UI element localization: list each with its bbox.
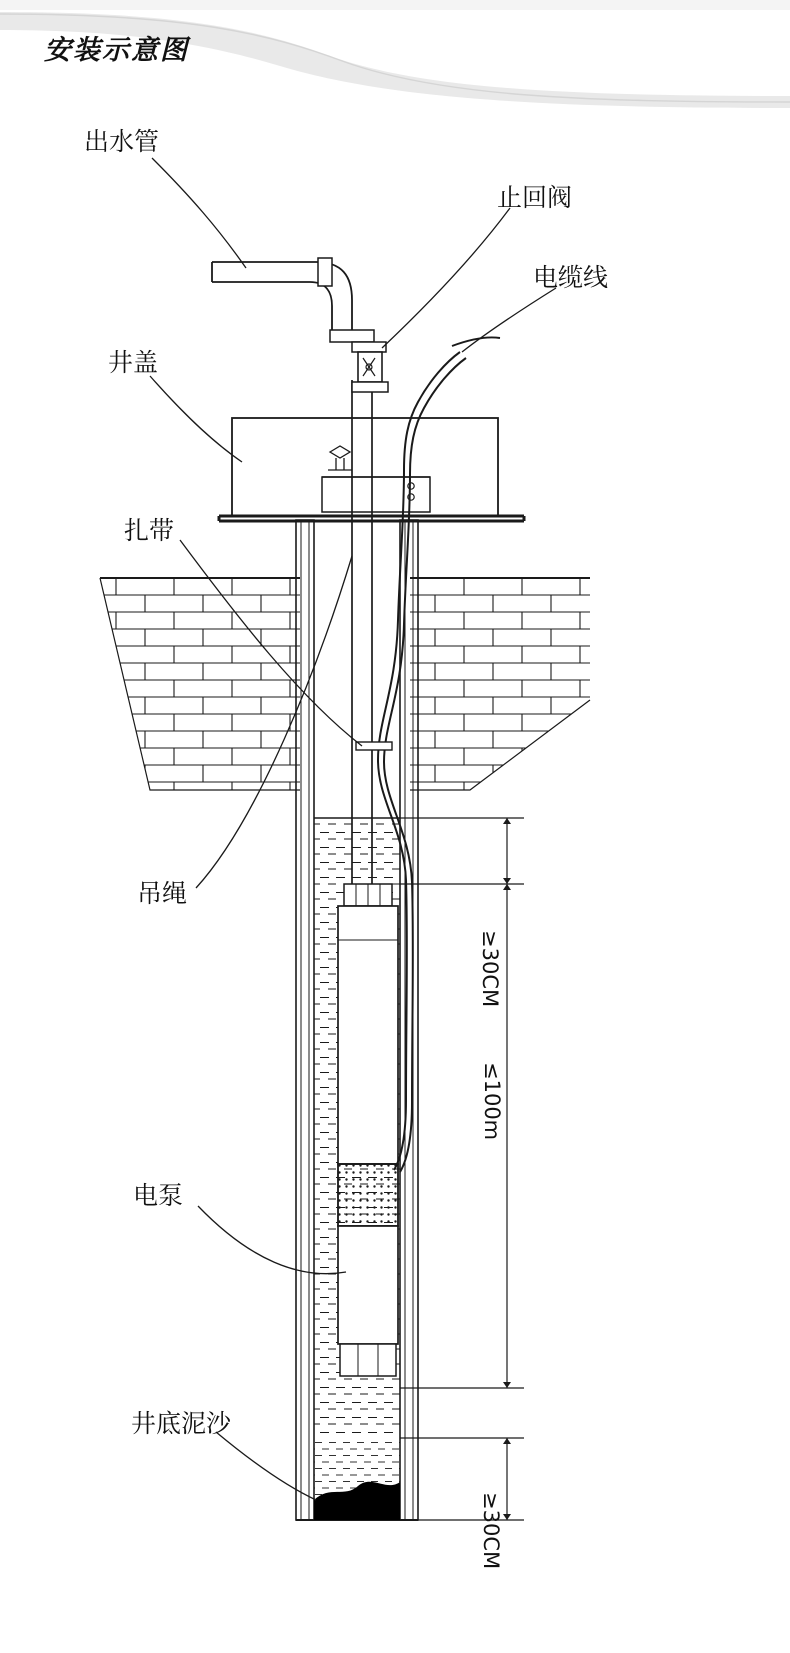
label-cable-tie: 扎带: [124, 516, 175, 545]
dimension-bottom-clearance: ≥30CM: [479, 1492, 503, 1570]
well-bottom-silt-shape: [314, 1438, 400, 1520]
ground-brick-right: [410, 578, 590, 790]
dimension-submergence-top: ≥30CM: [478, 930, 502, 1008]
label-well-bottom-silt: 井底泥沙: [131, 1409, 232, 1438]
label-electric-pump: 电泵: [133, 1181, 184, 1210]
ground-brick-left: [100, 578, 300, 790]
label-hanging-rope: 吊绳: [137, 879, 188, 908]
control-box: [322, 477, 430, 512]
pump-body: [338, 884, 398, 1376]
label-well-cover: 井盖: [108, 348, 159, 377]
label-cable-line: 电缆线: [533, 263, 609, 292]
dimension-depth: ≤100m: [480, 1062, 504, 1141]
label-check-valve: 止回阀: [497, 183, 573, 212]
pipe-flange-top: [318, 258, 332, 286]
label-outlet-pipe: 出水管: [84, 127, 160, 156]
check-valve-shape: [330, 330, 388, 392]
page-title: 安装示意图: [44, 35, 189, 66]
